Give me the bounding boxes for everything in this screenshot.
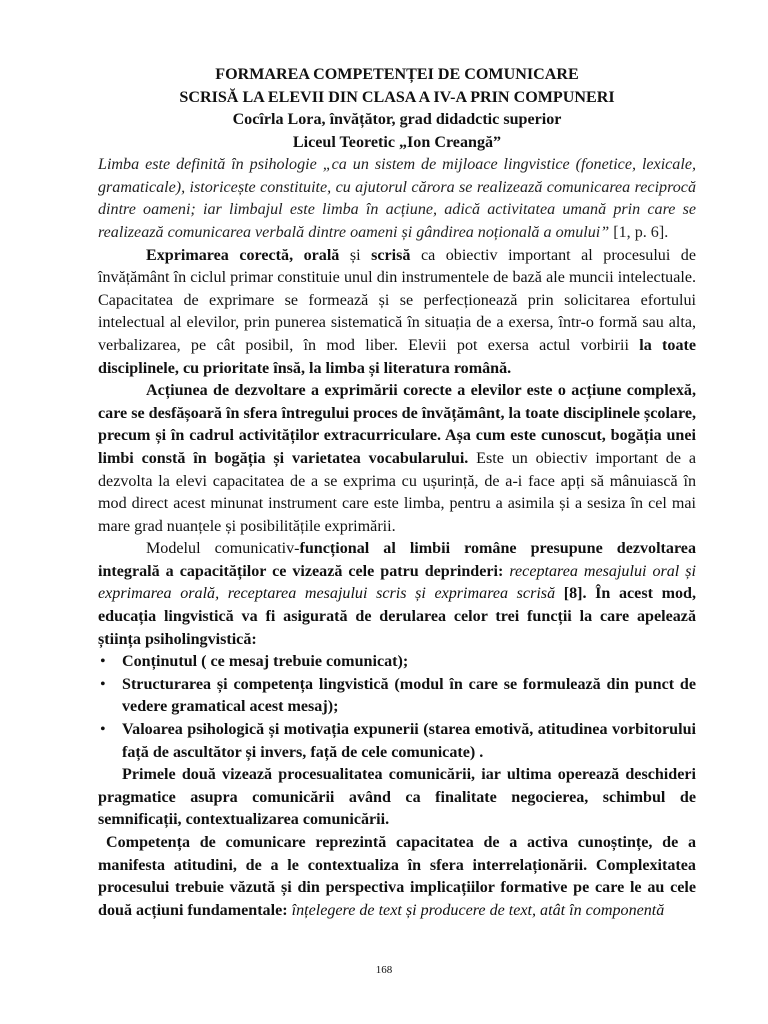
list-item: [98, 719, 696, 764]
paragraph-2: [98, 380, 696, 538]
paragraph-1: [98, 245, 696, 381]
para1-part-f: la toate disciplinele, cu prioritate însă, la limba și literatura română.: [98, 336, 697, 377]
para3-part-d: [8]. În acest mod, educația lingvistică va fi asigurată de derularea celor trei funcții la care apelează știința psiholingvistică:: [98, 585, 696, 648]
para2-part-a: Acțiunea de dezvoltare a exprimării corecte a elevilor este o acțiune complexă, care se desfășoară în sfera întregului proces de învățământ, la toate disciplinele școlare, precum și în cadrul activităților extracurriculare. Așa cum este cunoscut, bogăția unei limbi constă în bogăția și varietatea vocabularului.: [98, 382, 696, 467]
school-name: Liceul Teoretic „Ion Creangă”: [292, 133, 502, 151]
para5-part-a: Competența de comunicare reprezintă capacitatea de a activa cunoștințe, de a manifesta atitudini, de a le: [98, 834, 696, 874]
list-item: [98, 674, 696, 719]
bullet-list: [98, 651, 696, 764]
bullet-icon: •: [100, 653, 106, 671]
author-role: , învățător, grad didadctic superior: [321, 111, 562, 128]
para3-part-b: funcțional al limbii române presupune dezvoltarea integrală a capacităților ce vizează cele patru deprinderi:: [98, 540, 697, 580]
list-item: [98, 651, 696, 674]
author-line: [98, 109, 696, 132]
para1-part-e: Elevii pot exersa actul vorbirii: [397, 336, 640, 354]
bullet-icon: •: [100, 675, 106, 693]
document-page: [98, 64, 696, 922]
list-item-text: Structurarea și competența lingvistică (modul în care se formulează din punct de vedere gramatical acest mesaj);: [122, 675, 696, 716]
bullet-icon: •: [100, 721, 106, 739]
para3-part-c: receptarea mesajului oral și exprimarea orală, receptarea mesajului scris și exprimarea scrisă: [98, 562, 696, 603]
list-item-text: Conținutul ( ce mesaj trebuie comunicat);: [122, 653, 409, 671]
para3-part-a: Modelul comunicativ-: [146, 540, 300, 558]
paragraph-3: [98, 538, 696, 651]
title-line-1: FORMAREA COMPETENȚEI DE COMUNICARE: [215, 66, 579, 83]
page-number: 168: [375, 964, 393, 976]
para1-part-b: și: [339, 246, 372, 264]
title-line-2: SCRISĂ LA ELEVII DIN CLASA A IV-A PRIN COMPUNERI: [179, 88, 615, 106]
abstract: [98, 154, 696, 244]
para1-part-d: ca obiectiv important al procesului de învățământ în ciclul primar constituie unul din instrumentele de bază ale muncii intelectuale. Capacitatea de exprimare se formează și se perfecționează prin solicitarea efortului intelectual al elevilor, prin punerea sistematică în situația de a exersa, într-o formă sau alta, verbalizarea, pe cât posibil, în mod liber.: [98, 246, 696, 354]
para5-part-b: contextualiza în sfera interrelaționării. Complexitatea procesului trebuie văzută și din perspectiva implicațiilor formative pe care le au cele două acțiuni fundamentale:: [98, 856, 696, 919]
abstract-text: Limba este definită în psihologie „ca un sistem de mijloace lingvistice (fonetice, lexicale, gramaticale), istoricește constituite, cu ajutorul cărora se realizează comunicarea reciprocă dintre oameni; iar limbajul este limba în acțiune, adică activitatea umană prin care se realizează comunicarea verbală dintre oameni și gândirea noțională a omului”: [98, 156, 696, 241]
para1-part-c: scrisă: [371, 246, 411, 264]
paragraph-5: [98, 832, 696, 922]
list-item-text: Valoarea psihologică și motivația expunerii (starea emotivă, atitudinea vorbitorului față de ascultător și invers, față de cele comunicate) .: [122, 721, 696, 761]
para5-part-c: înțelegere de text și producere de text, atât în componentă: [287, 901, 665, 919]
abstract-reference: [1, p. 6].: [609, 223, 669, 241]
paragraph-4: Primele două vizează procesualitatea comunicării, iar ultima operează deschideri pragmatice asupra comunicării având ca finalitate negocierea, schimbul de semnificații, contextualizarea comunicării.: [98, 766, 696, 829]
para2-part-b: Este un obiectiv important de a dezvolta la elevi capacitatea de a se exprima cu ușurință, de a-i face apți să mânuiască în mod direct acest minunat instrument care este limba, pentru a asimila și a sesiza în cel mai mare grad nuanțele și posibilitățile exprimării.: [98, 449, 696, 535]
author-name: Cocîrla Lora: [232, 111, 322, 128]
para1-part-a: Exprimarea corectă, orală: [146, 246, 340, 264]
